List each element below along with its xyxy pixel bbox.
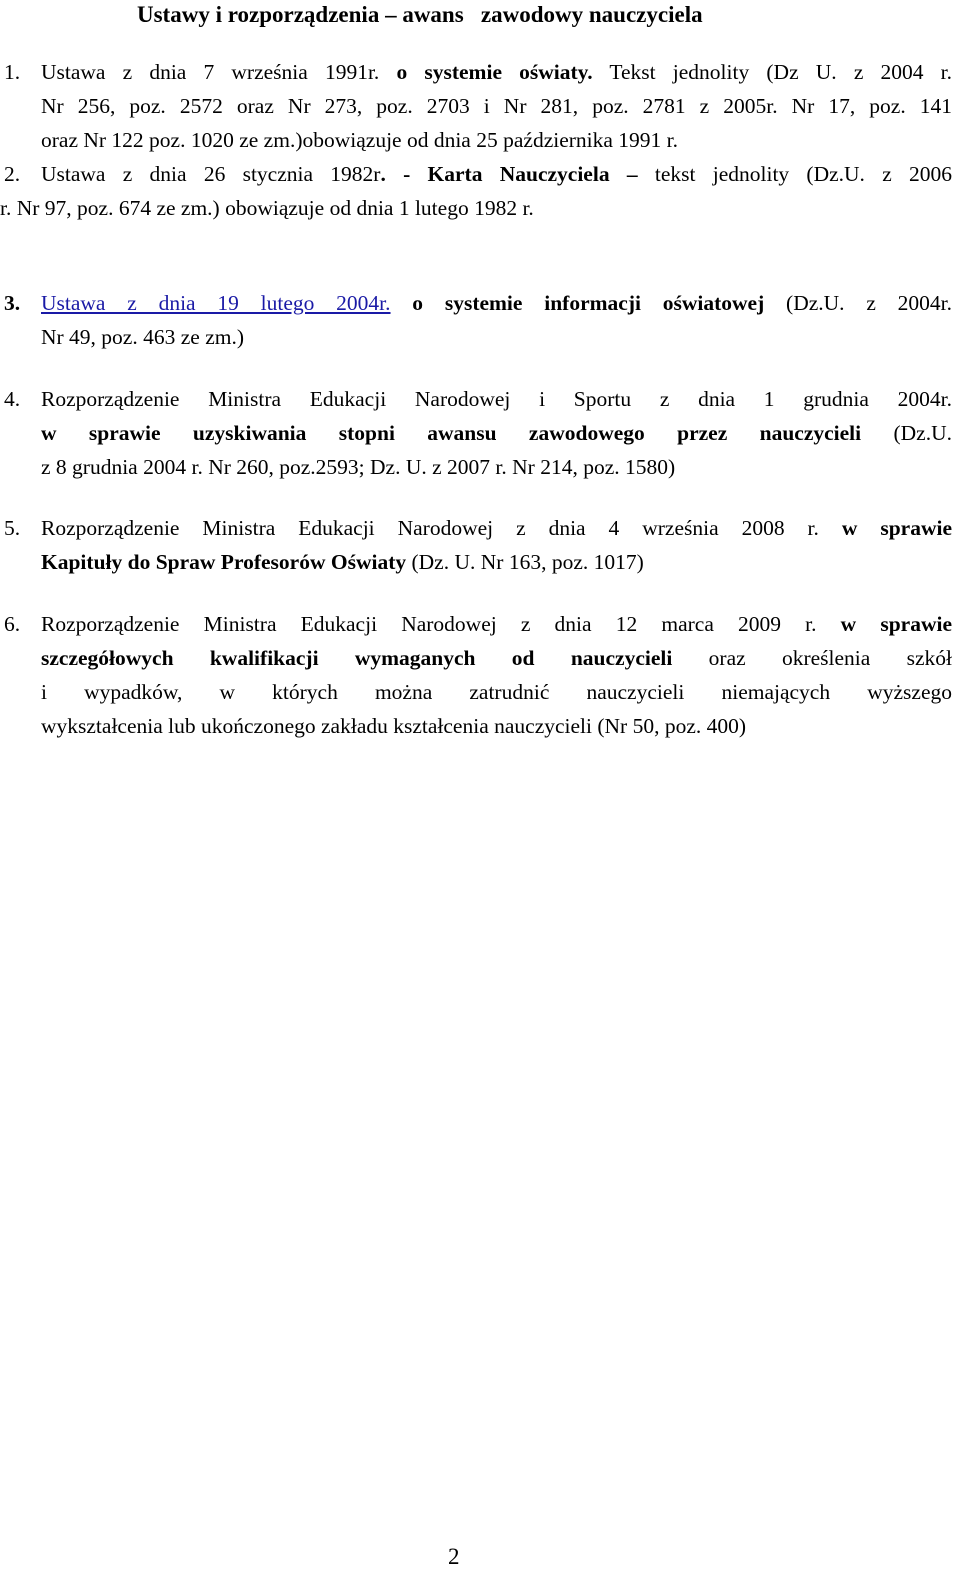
- text-line: [0, 191, 952, 225]
- document-title: Ustawy i rozporządzenia – awans zawodowy nauczyciela: [137, 2, 703, 27]
- list-item: [0, 382, 952, 484]
- text-line: [41, 55, 952, 89]
- act-title: o systemie oświaty.: [396, 60, 593, 84]
- text-line: [41, 545, 952, 579]
- list-item: [0, 55, 952, 157]
- text-segment: Nr 49, poz. 463 ze zm.): [41, 325, 244, 349]
- text-line: [41, 607, 952, 641]
- list-item: [0, 157, 952, 225]
- list-item: [0, 286, 952, 354]
- text-line: [41, 416, 952, 450]
- text-line: [41, 286, 952, 320]
- list-item: [0, 511, 952, 579]
- text-segment: Rozporządzenie Ministra Edukacji Narodowej i Sportu z dnia 1 grudnia 2004r.: [41, 387, 952, 411]
- text-segment: i wypadków, w których można zatrudnić nauczycieli niemających wyższego: [41, 680, 952, 704]
- act-title: w sprawie uzyskiwania stopni awansu zawodowego przez nauczycieli: [41, 421, 862, 445]
- item-text: [41, 607, 952, 743]
- item-text: [41, 286, 952, 354]
- text-segment: Ustawa z dnia 7 września 1991r.: [41, 60, 397, 84]
- act-title: . - Karta Nauczyciela –: [380, 162, 638, 186]
- text-line: [41, 709, 952, 743]
- text-segment: Rozporządzenie Ministra Edukacji Narodowej z dnia 12 marca 2009 r.: [41, 612, 841, 636]
- page-number: 2: [448, 1544, 460, 1569]
- text-segment: Tekst jednolity (Dz U. z 2004 r.: [592, 60, 953, 84]
- text-segment: Nr 256, poz. 2572 oraz Nr 273, poz. 2703 i Nr 281, poz. 2781 z 2005r. Nr 17, poz. 141: [41, 94, 952, 118]
- text-segment: (Dz. U. Nr 163, poz. 1017): [406, 550, 644, 574]
- text-segment: Ustawa z dnia 26 stycznia 1982r: [41, 162, 381, 186]
- text-segment: r. Nr 97, poz. 674 ze zm.) obowiązuje od dnia 1 lutego 1982 r.: [0, 196, 534, 220]
- item-text: [41, 511, 952, 579]
- item-text: [41, 382, 952, 484]
- act-title: Kapituły do Spraw Profesorów Oświaty: [41, 550, 407, 574]
- text-segment: z 8 grudnia 2004 r. Nr 260, poz.2593; Dz. U. z 2007 r. Nr 214, poz. 1580): [41, 455, 676, 479]
- item-number: 4.: [4, 387, 21, 411]
- act-title: szczegółowych kwalifikacji wymaganych od nauczycieli: [41, 646, 673, 670]
- act-title: o systemie informacji oświatowej: [390, 291, 765, 315]
- text-segment: wykształcenia lub ukończonego zakładu kształcenia nauczycieli (Nr 50, poz. 400): [41, 714, 747, 738]
- text-line: [41, 675, 952, 709]
- text-line: [41, 320, 952, 354]
- text-segment: oraz określenia szkół: [672, 646, 953, 670]
- text-line: [41, 511, 952, 545]
- text-line: [41, 450, 952, 484]
- text-segment: Rozporządzenie Ministra Edukacji Narodowej z dnia 4 września 2008 r.: [41, 516, 842, 540]
- item-number: 5.: [4, 516, 21, 540]
- text-line: [41, 123, 952, 157]
- act-title: w sprawie: [840, 612, 952, 636]
- text-segment: (Dz.U. z 2004r.: [764, 291, 952, 315]
- text-line: [41, 157, 952, 191]
- item-number: 1.: [4, 60, 21, 84]
- item-number: 2.: [4, 162, 21, 186]
- text-line: [41, 89, 952, 123]
- act-title: w sprawie: [841, 516, 952, 540]
- act-link[interactable]: Ustawa z dnia 19 lutego 2004r.: [41, 291, 391, 315]
- item-number: 6.: [4, 612, 21, 636]
- item-text: [0, 157, 953, 225]
- list-item: [0, 607, 952, 743]
- item-text: [41, 55, 952, 157]
- text-segment: tekst jednolity (Dz.U. z 2006: [637, 162, 953, 186]
- item-number: 3.: [4, 291, 21, 315]
- text-line: [41, 641, 952, 675]
- text-line: [41, 382, 952, 416]
- text-segment: (Dz.U.: [861, 421, 952, 445]
- text-segment: oraz Nr 122 poz. 1020 ze zm.)obowiązuje od dnia 25 października 1991 r.: [41, 128, 679, 152]
